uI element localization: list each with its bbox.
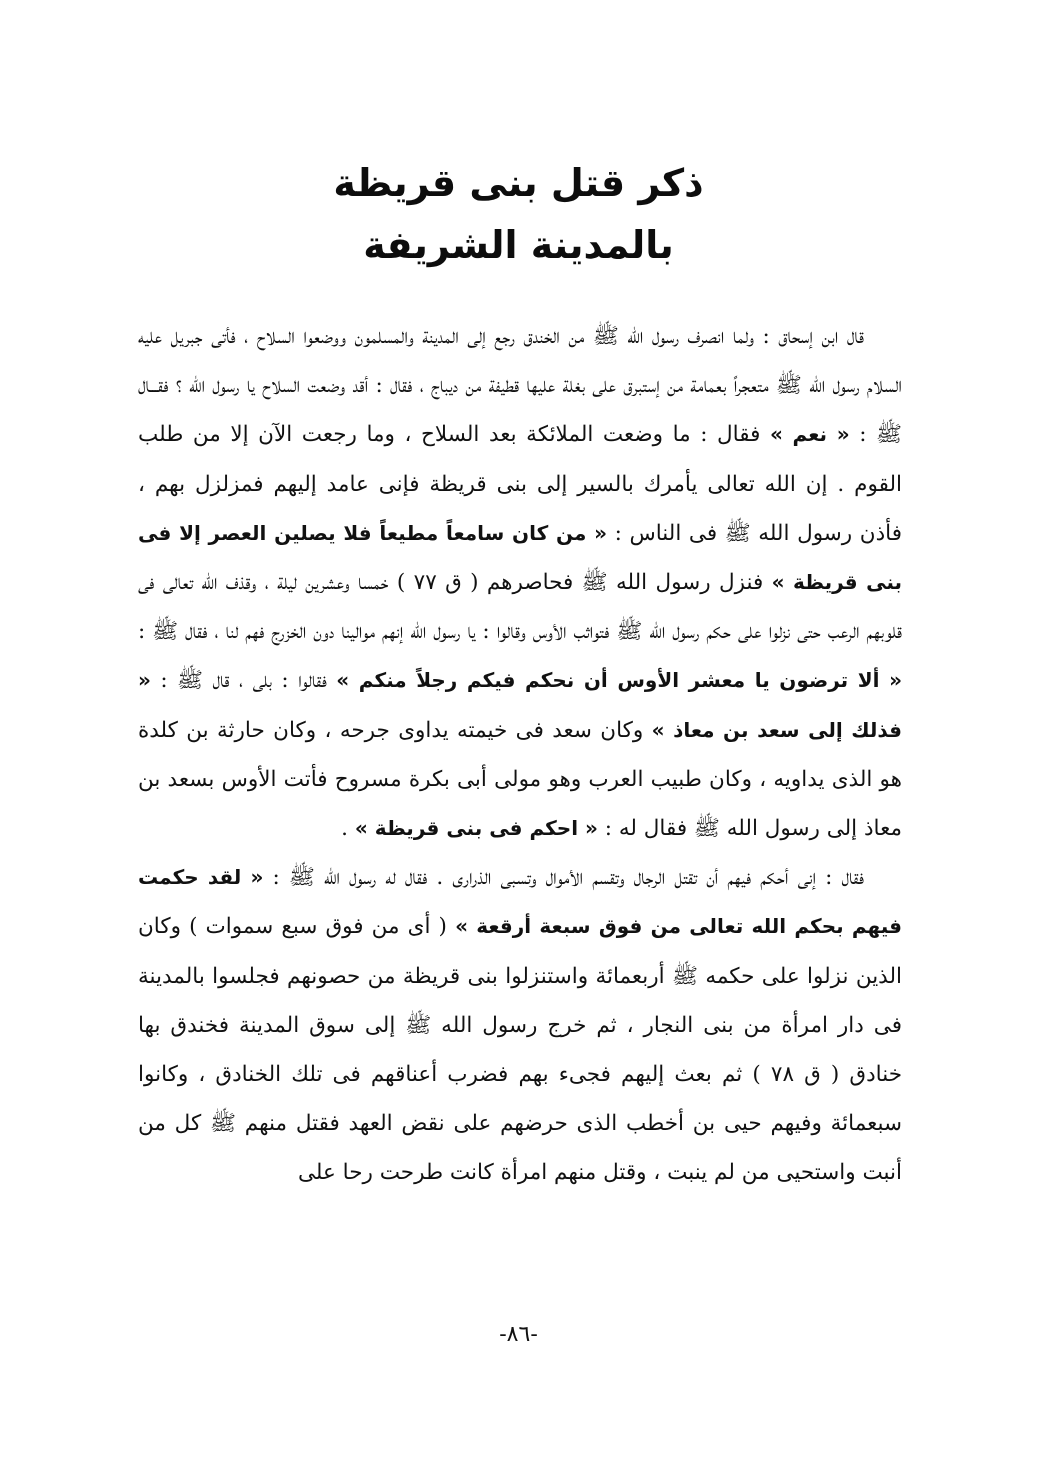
paragraph-1 xyxy=(138,312,902,853)
text-segment: فقالوا : بلى ، قال ﷺ : xyxy=(150,668,337,694)
text-segment: وكان سعد فى خيمته يداوى جرحه ، وكان حارثة بن كلدة هو الذى يداويه ، وكان طبيب العرب وهو مولى أبى بكرة مسروح فأتت الأوس بسعد بن معاذ إلى رسول الله ﷺ فقال له : xyxy=(138,717,902,842)
quote-segment: « نعم » xyxy=(769,422,850,447)
text-segment: فنزل رسول الله ﷺ فحاصرهم ( ق ٧٧ ) خمسا وعشرين ليلة ، وقذف الله تعالى فى قلوبهم الرعب حتى نزلوا على حكم رسول الله ﷺ فتواثب الأوس وقالوا : يا رسول الله إنهم موالينا دون الخزرج فهم لنا ، فقال ﷺ : xyxy=(138,570,902,645)
chapter-title xyxy=(0,152,1037,276)
text-segment: فقال : ما وضعت الملائكة بعد السلاح ، وما رجعت الآن إلا من طلب القوم . إن الله تعالى يأمرك بالسير إلى بنى قريظة فإنى عامد إليهم فمزلزل بهم ، فأذن رسول الله ﷺ فى الناس : xyxy=(138,422,902,546)
quote-segment: « لقد حكمت فيهم بحكم الله تعالى من فوق سبعة أرقعة » xyxy=(138,865,902,939)
paragraph-2 xyxy=(138,853,902,1197)
quote-segment: « من كان سامعاً مطيعاً فلا يصلين العصر إلا فى بنى قريظة » xyxy=(138,520,903,595)
title-line-2: بالمدينة الشريفة xyxy=(363,223,674,267)
text-segment: . xyxy=(341,816,355,842)
page-number: -٨٦- xyxy=(499,1322,538,1347)
quote-segment: « احكم فى بنى قريظة » xyxy=(354,816,598,841)
text-segment: فقال : إنى أحكم فيهم أن تقتل الرجال وتقسم الأموال وتسبى الذرارى . فقال له رسول الله ﷺ : xyxy=(263,865,865,891)
text-segment: ( أى من فوق سبع سموات ) وكان الذين نزلوا على حكمه ﷺ أربعمائة واستنزلوا بنى قريظة من حصونهم فجلسوا بالمدينة فى دار امرأة من بنى النجار ، ثم خرج رسول الله ﷺ إلى سوق المدينة فخندق بها خنادق ( ق ٧٨ ) ثم بعث إليهم فجىء بهم فضرب أعناقهم فى تلك الخنادق ، وكانوا سبعمائة وفيهم حيى بن أخطب الذى حرضهم على نقض العهد فقتل منهم ﷺ كل من أنبت واستحيى من لم ينبت ، وقتل منهم امرأة كانت طرحت رحا على xyxy=(138,914,902,1186)
quote-segment: « فذلك إلى سعد بن معاذ » xyxy=(138,668,902,742)
title-line-1: ذكر قتل بنى قريظة xyxy=(333,161,704,205)
body-text xyxy=(138,312,902,1198)
text-segment: قال ابن إسحاق : ولما انصرف رسول الله ﷺ من الخندق رجع إلى المدينة والمسلمون ووضعوا السلاح ، فأتى جبريل عليه السلام رسول الله ﷺ متعجراً بعمامة من إستبرق على بغلة عليها قطيفة من ديباج ، فقال : أقد وضعت السلاح يا رسول الله ؟ فقـــال ﷺ : xyxy=(138,324,903,448)
quote-segment: « ألا ترضون يا معشر الأوس أن نحكم فيكم رجلاً منكم » xyxy=(336,668,902,693)
